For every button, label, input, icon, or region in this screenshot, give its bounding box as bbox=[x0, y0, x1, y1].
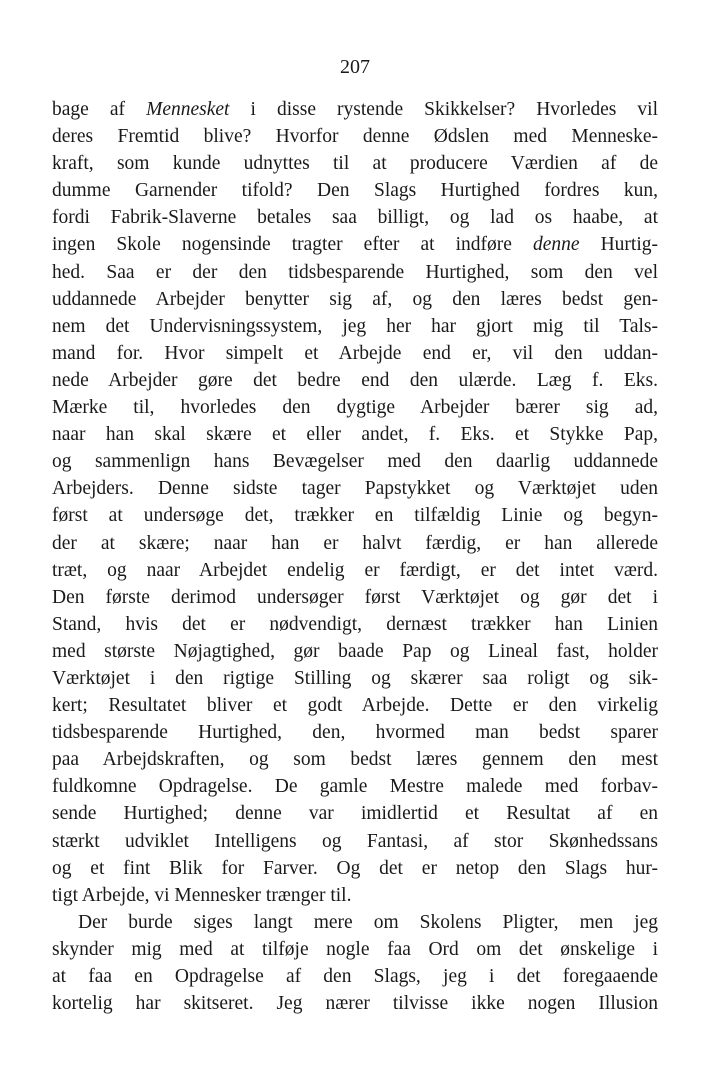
text-run: med største Nøjagtighed, gør baade Pap og Lineal fast, holder bbox=[52, 640, 658, 662]
text-run: sende Hurtighed; denne var imidlertid et Resultat af en bbox=[52, 803, 658, 825]
text-run: og sammenlign hans Bevægelser med den daarlig uddannede bbox=[52, 451, 658, 473]
text-run: paa Arbejdskraften, og som bedst læres gennem den mest bbox=[52, 749, 658, 771]
text-line bbox=[52, 828, 658, 855]
text-run: dumme Garnender tifold? Den Slags Hurtighed fordres kun, bbox=[52, 180, 658, 202]
text-run: Stand, hvis det er nødvendigt, dernæst trækker han Linien bbox=[52, 613, 658, 635]
text-run: kortelig har skitseret. Jeg nærer tilvisse ikke nogen Illusion bbox=[52, 993, 658, 1015]
text-line bbox=[52, 719, 658, 746]
text-run: fuldkomne Opdragelse. De gamle Mestre malede med forbav- bbox=[52, 776, 658, 798]
text-line bbox=[52, 557, 658, 584]
text-line bbox=[52, 177, 658, 204]
text-line bbox=[52, 502, 658, 529]
text-line bbox=[52, 286, 658, 313]
text-run: kraft, som kunde udnyttes til at producere Værdien af de bbox=[52, 153, 658, 175]
text-run: nede Arbejder gøre det bedre end den ulærde. Læg f. Eks. bbox=[52, 369, 658, 391]
body-text bbox=[52, 96, 658, 1017]
text-line bbox=[52, 855, 658, 882]
text-line bbox=[52, 96, 658, 123]
text-run: tigt Arbejde, vi Mennesker trænger til. bbox=[52, 884, 352, 906]
text-line bbox=[52, 204, 658, 231]
text-run: Værktøjet i den rigtige Stilling og skærer saa roligt og sik- bbox=[52, 667, 658, 689]
text-run: Mærke til, hvorledes den dygtige Arbejder bærer sig ad, bbox=[52, 397, 658, 419]
text-run: naar han skal skære et eller andet, f. Eks. et Stykke Pap, bbox=[52, 424, 658, 446]
text-run: Arbejders. Denne sidste tager Papstykket og Værktøjet uden bbox=[52, 478, 658, 500]
page-number: 207 bbox=[340, 56, 370, 78]
text-run: træt, og naar Arbejdet endelig er færdigt, er det intet værd. bbox=[52, 559, 658, 581]
text-run: der at skære; naar han er halvt færdig, er han allerede bbox=[52, 532, 658, 554]
paragraph bbox=[52, 96, 658, 909]
text-run: først at undersøge det, trækker en tilfældig Linie og begyn- bbox=[52, 505, 658, 527]
text-line bbox=[52, 150, 658, 177]
emphasis-run: Mennesket bbox=[146, 99, 230, 120]
text-line bbox=[52, 584, 658, 611]
text-line bbox=[52, 313, 658, 340]
text-line bbox=[52, 340, 658, 367]
text-run: Den første derimod undersøger først Værktøjet og gør det i bbox=[52, 586, 658, 608]
text-run: fordi Fabrik-Slaverne betales saa billigt, og lad os haabe, at bbox=[52, 207, 658, 229]
text-run: at faa en Opdragelse af den Slags, jeg i det foregaaende bbox=[52, 966, 658, 987]
text-run: Der burde siges langt mere om Skolens Pligter, men jeg bbox=[78, 911, 658, 933]
text-line bbox=[52, 448, 658, 475]
text-line bbox=[52, 475, 658, 502]
book-page bbox=[52, 54, 658, 1017]
text-line bbox=[52, 530, 658, 557]
text-run: deres Fremtid blive? Hvorfor denne Ødslen med Menneske- bbox=[52, 126, 658, 148]
emphasis-run: denne bbox=[532, 234, 580, 256]
text-run: i disse rystende Skikkelser? Hvorledes vil bbox=[229, 99, 658, 120]
text-run: og et fint Blik for Farver. Og det er netop den Slags hur- bbox=[52, 857, 658, 879]
text-run: Hurtig- bbox=[579, 234, 658, 256]
text-line bbox=[52, 611, 658, 638]
text-line bbox=[52, 259, 658, 286]
text-run: stærkt udviklet Intelligens og Fantasi, af stor Skønhedssans bbox=[52, 830, 658, 852]
text-line bbox=[52, 909, 658, 936]
text-line bbox=[52, 394, 658, 421]
text-line bbox=[52, 421, 658, 448]
text-run: uddannede Arbejder benytter sig af, og den læres bedst gen- bbox=[52, 288, 658, 310]
text-run: kert; Resultatet bliver et godt Arbejde. Dette er den virkelig bbox=[52, 695, 658, 717]
text-line bbox=[52, 936, 658, 963]
text-line bbox=[52, 692, 658, 719]
text-run: bage af bbox=[52, 99, 147, 120]
text-run: hed. Saa er der den tidsbesparende Hurtighed, som den vel bbox=[52, 261, 658, 283]
text-line bbox=[52, 773, 658, 800]
text-line bbox=[52, 367, 658, 394]
text-run: mand for. Hvor simpelt et Arbejde end er, vil den uddan- bbox=[52, 342, 658, 364]
text-line bbox=[52, 638, 658, 665]
text-line bbox=[52, 746, 658, 773]
text-run: nem det Undervisningssystem, jeg her har gjort mig til Tals- bbox=[52, 315, 658, 337]
text-line bbox=[52, 123, 658, 150]
paragraph bbox=[52, 909, 658, 1017]
text-line bbox=[52, 963, 658, 990]
text-line bbox=[52, 665, 658, 692]
text-run: tidsbesparende Hurtighed, den, hvormed man bedst sparer bbox=[52, 722, 658, 744]
text-line bbox=[52, 990, 658, 1017]
text-run: skynder mig med at tilføje nogle faa Ord om det ønskelige i bbox=[52, 938, 658, 960]
text-line bbox=[52, 800, 658, 827]
text-line bbox=[52, 882, 658, 909]
text-line bbox=[52, 231, 658, 258]
text-run: ingen Skole nogensinde tragter efter at indføre bbox=[52, 234, 533, 256]
